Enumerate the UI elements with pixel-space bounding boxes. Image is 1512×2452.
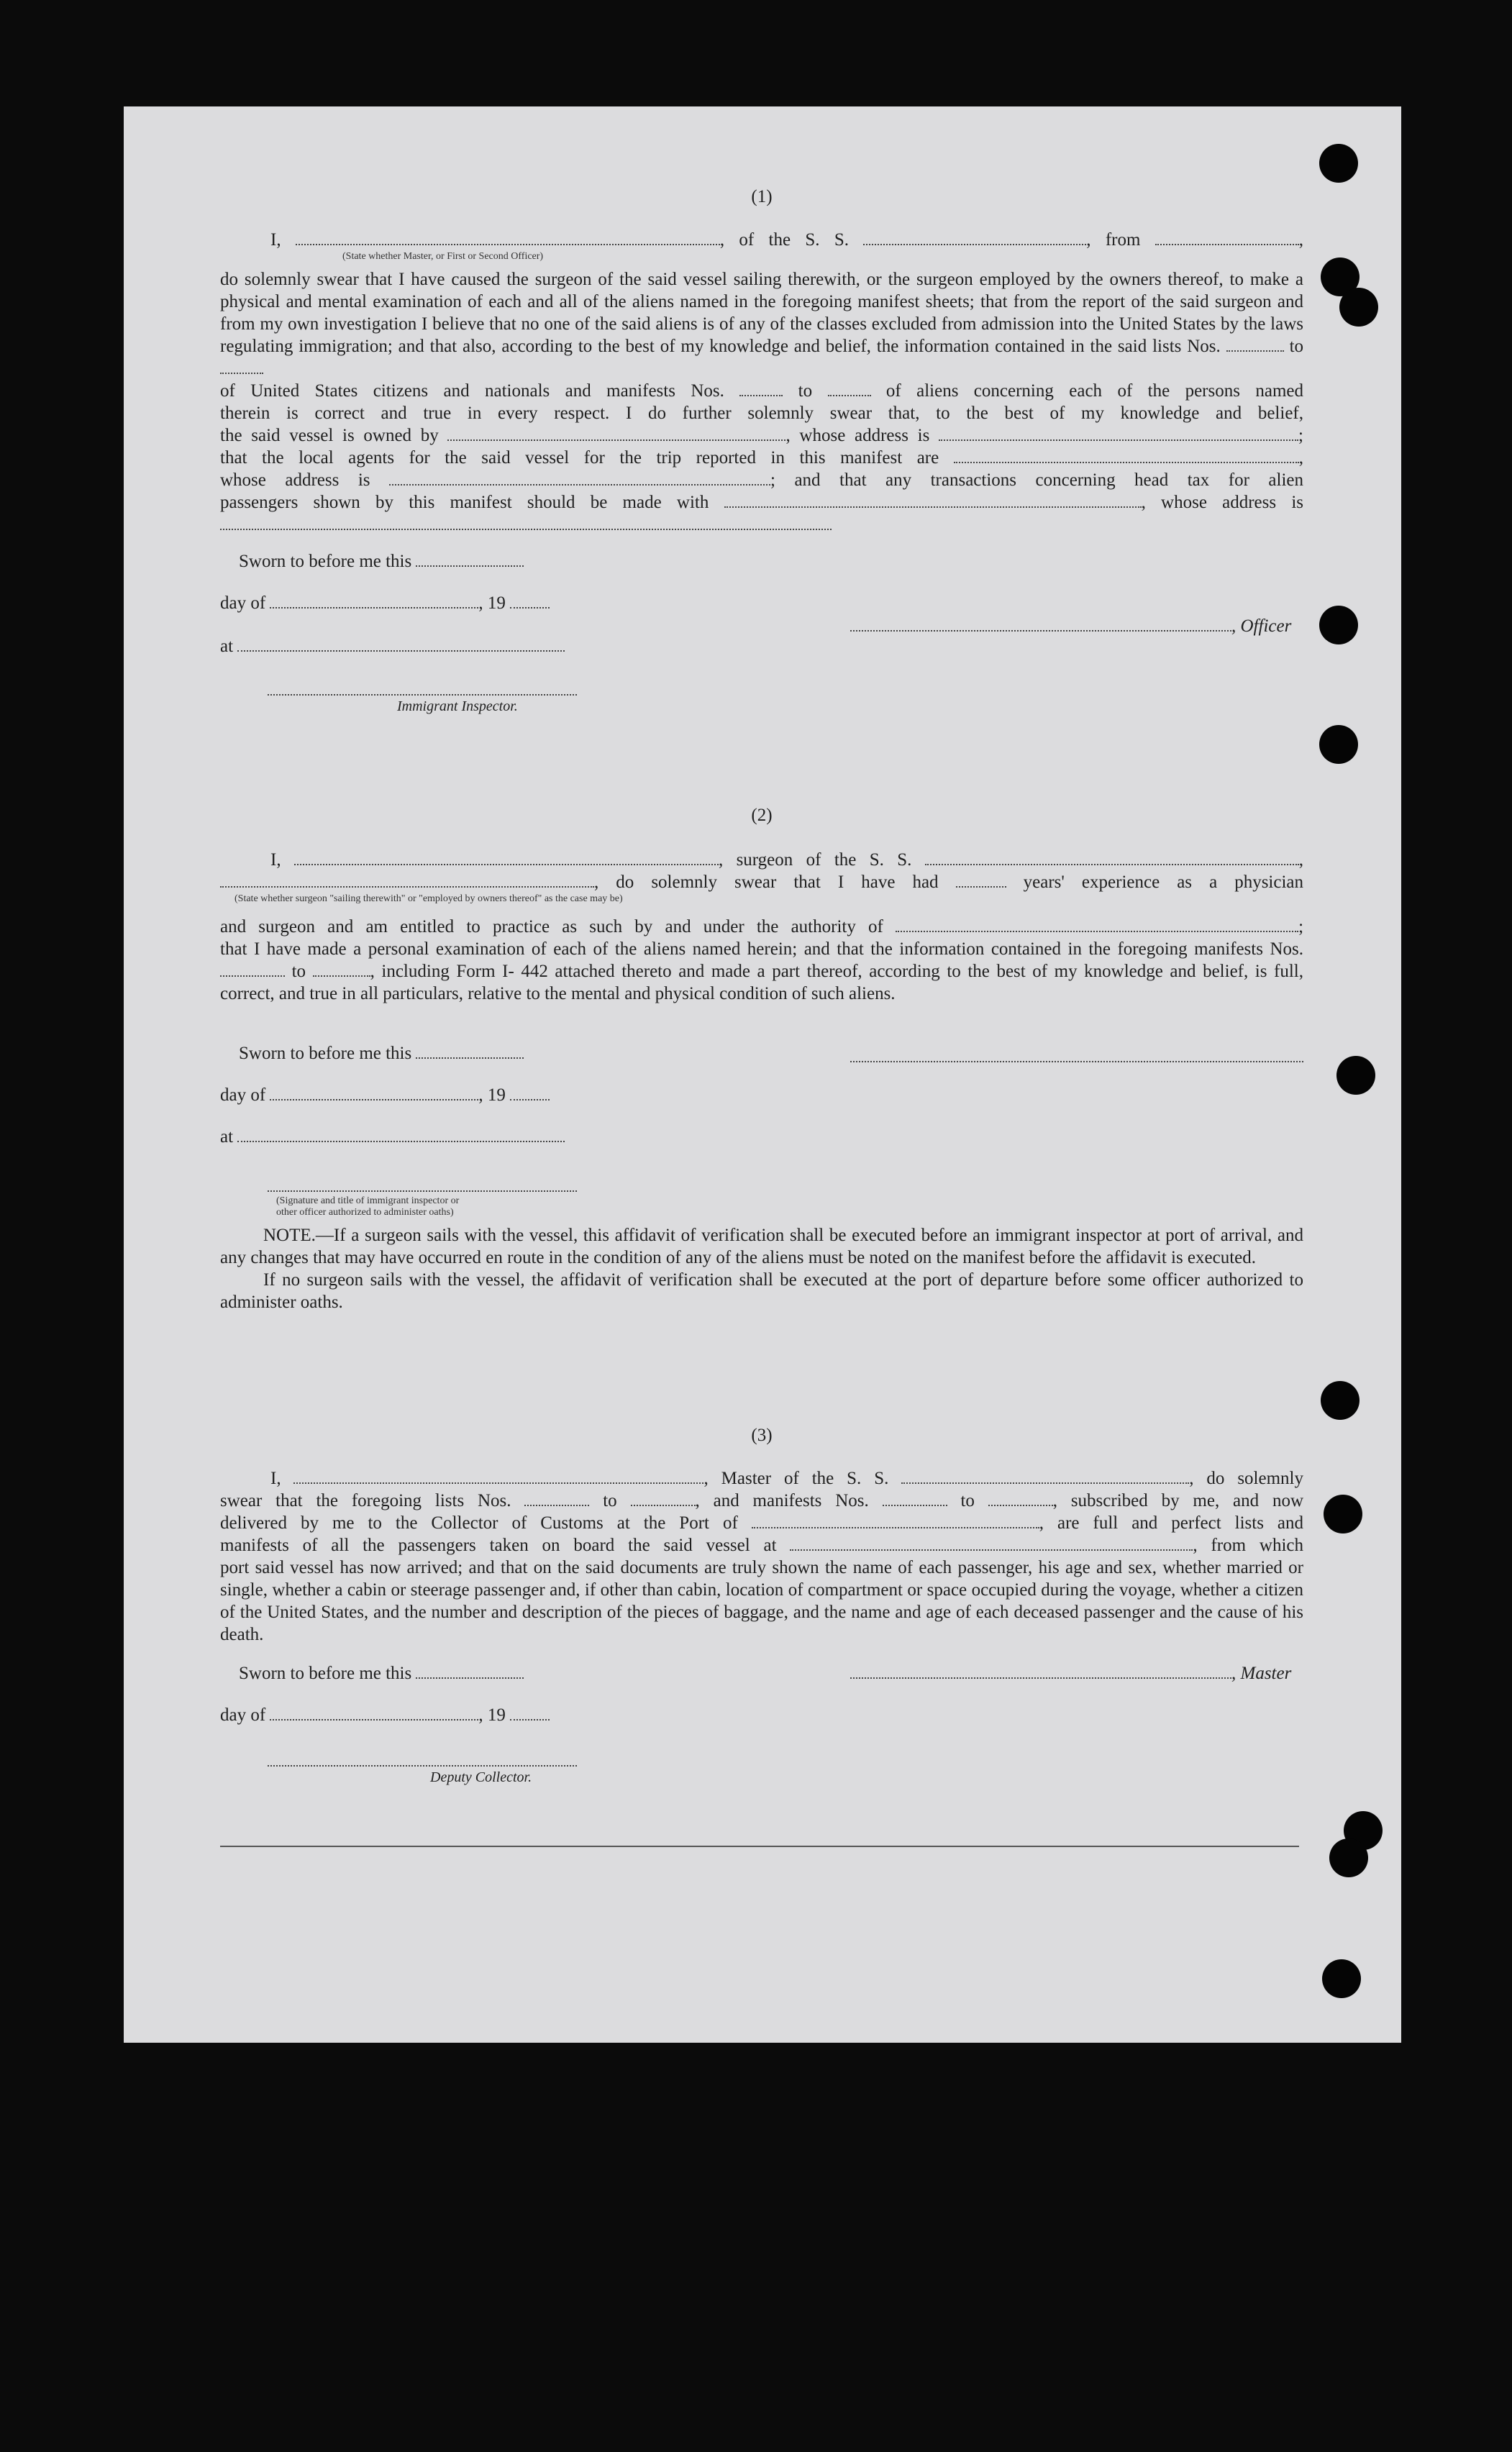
punch-hole bbox=[1329, 1838, 1368, 1877]
punch-hole bbox=[1319, 144, 1358, 183]
day-of-field[interactable] bbox=[270, 593, 478, 609]
section-3-body: I, , Master of the S. S. , do solemnly swear that the foregoing lists Nos. to , and manifests Nos. to , subscribed by me, and now delivered by me to the Collector of Customs at the Port of , are full and perfect lists and manifests of all the passengers taken on board the said vessel at , from which port said vessel has now arrived; and that on the said documents are truly shown the name of each passenger, his age and sex, whether married or single, whether a cabin or steerage passenger and, if other than cabin, location of compartment or space occupied during the voyage, whether a citizen of the United States, and the number and description of the pieces of baggage, and the name and age of each deceased passenger and the cause of his death. bbox=[220, 1469, 1304, 1644]
section-2-body: and surgeon and am entitled to practice as such by and under the authority of ; that I have made a personal examination of each of the aliens named herein; and that the information contained in the foregoing manifests Nos. to , including Form I- 442 attached thereto and made a part thereof, according to the best of my knowledge and belief, is full, correct, and true in all particulars, relative to the mental and physical condition of such aliens. bbox=[220, 917, 1304, 1003]
punch-hole bbox=[1322, 1959, 1361, 1998]
section-3-day-row: day of , 19 bbox=[220, 1705, 550, 1726]
master-name-field-3[interactable] bbox=[293, 1468, 703, 1484]
section-3 bbox=[220, 1426, 1303, 1446]
surgeon-status-note: (State whether surgeon "sailing therewith" or "employed by owners thereof" as the case may be) bbox=[234, 893, 623, 904]
master-signature-row: , Master bbox=[850, 1663, 1291, 1685]
address-continuation-line[interactable] bbox=[220, 527, 832, 530]
officer-note: (State whether Master, or First or Second Officer) bbox=[342, 251, 544, 262]
section-1-body: do solemnly swear that I have caused the surgeon of the said vessel sailing therewith, or the surgeon employed by the owners thereof, to make a physical and mental examination of each and all of the aliens named in the foregoing manifest sheets; that from the report of the said surgeon and from my own investigation I believe that no one of the said aliens is of any of the classes excluded from admission into the United States by the laws regulating immigration; and that also, according to the best of my knowledge and belief, the information contained in the said lists Nos. to of United States citizens and nationals and manifests Nos. to of aliens concerning each of the persons named therein is correct and true in every respect. I do further solemnly swear that, to the best of my knowledge and belief, the said vessel is owned by , whose address is ; that the local agents for the said vessel for the trip reported in this manifest are , whose address is ; and that any transactions concerning head tax for alien passengers shown by this manifest should be made with , whose address is bbox=[220, 270, 1304, 512]
sworn-date-field[interactable] bbox=[416, 551, 524, 567]
administering-officer-signature-line[interactable] bbox=[268, 1189, 577, 1192]
punch-hole bbox=[1336, 1056, 1375, 1095]
master-name-field[interactable] bbox=[296, 229, 720, 245]
punch-hole bbox=[1339, 288, 1378, 327]
deputy-collector-signature-line[interactable] bbox=[268, 1764, 577, 1767]
correct-line: therein is correct and true in every respect. I do further solemnly swear that, to the best of my knowledge and belief, bbox=[220, 404, 1303, 423]
note-block: NOTE.—If a surgeon sails with the vessel, this affidavit of verification shall be executed before an immigrant inspector at port of arrival, and any changes that may have occurred en route in the condition of any of the aliens must be noted on the manifest before the affidavit is executed. If no surgeon sails with the vessel, the affidavit of verification shall be executed at the port of departure before some officer authorized to administer oaths. bbox=[220, 1226, 1303, 1312]
head-tax-agent-field[interactable] bbox=[724, 492, 1142, 508]
lists-to-field[interactable] bbox=[220, 358, 263, 374]
document-page bbox=[124, 106, 1401, 2043]
collector-port-field[interactable] bbox=[752, 1513, 1039, 1528]
boarding-port-field[interactable] bbox=[790, 1535, 1193, 1551]
port-from-field[interactable] bbox=[1155, 229, 1299, 245]
section-1-day-row: day of , 19 bbox=[220, 593, 550, 614]
authority-field[interactable] bbox=[896, 916, 1298, 932]
master-day-of-field[interactable] bbox=[270, 1705, 478, 1720]
administering-officer-caption: (Signature and title of immigrant inspector or other officer authorized to administer oaths) bbox=[276, 1195, 460, 1218]
from-label: , from bbox=[1086, 230, 1141, 250]
section-2-first-lines: I, , surgeon of the S. S. , , do solemnly swear that I have had years' experience as a physician (State whether surgeon "sailing therewith" or "employed by owners thereof" as the case may be) bbox=[220, 849, 1303, 905]
master-signature-field[interactable] bbox=[850, 1663, 1231, 1679]
manifests-to-field[interactable] bbox=[828, 380, 871, 396]
oath-text: do solemnly swear that I have caused the surgeon of the said vessel sailing therewith, or the surgeon employed by the owners thereof, to make a physical and mental examination of each and all of the aliens named in the foregoing manifest sheets; that from the report of the said surgeon and from my own investigation I believe that no one of the said aliens is of any of the classes excluded from admission into the United States by the laws regulating immigration; and that also, according to the best of my knowledge and belief, the information contained in the said lists Nos. bbox=[220, 270, 1303, 356]
punch-hole bbox=[1321, 1381, 1360, 1420]
section-2-number: (2) bbox=[751, 806, 773, 825]
bottom-rule bbox=[220, 1846, 1299, 1847]
section-1-first-line: I, , of the S. S. , from , (State whether Master, or First or Second Officer) bbox=[270, 230, 1303, 262]
inspector-caption: Immigrant Inspector. bbox=[397, 698, 518, 714]
master-manifests-to-field[interactable] bbox=[988, 1490, 1053, 1506]
section-3-number: (3) bbox=[751, 1426, 773, 1445]
section-3-sworn-row: Sworn to before me this bbox=[239, 1663, 524, 1685]
officer-signature-field[interactable] bbox=[850, 616, 1231, 632]
master-manifests-from-field[interactable] bbox=[883, 1490, 947, 1506]
punch-hole bbox=[1319, 606, 1358, 644]
vessel-name-field[interactable] bbox=[863, 229, 1086, 245]
surgeon-name-field[interactable] bbox=[294, 849, 719, 865]
manifests-from-field[interactable] bbox=[739, 380, 783, 396]
surgeon-signature-line[interactable] bbox=[850, 1059, 1303, 1062]
note-label: NOTE. bbox=[263, 1226, 316, 1245]
lists-from-field[interactable] bbox=[1226, 336, 1284, 352]
surgeon-day-of-field[interactable] bbox=[270, 1085, 478, 1100]
master-sworn-date-field[interactable] bbox=[416, 1663, 524, 1679]
owner-field[interactable] bbox=[447, 425, 785, 441]
section-2-at-row: at bbox=[220, 1126, 565, 1148]
punch-hole bbox=[1324, 1495, 1362, 1533]
master-vessel-field[interactable] bbox=[901, 1468, 1189, 1484]
bleed-through-text bbox=[829, 516, 839, 536]
years-experience-field[interactable] bbox=[956, 872, 1006, 888]
surgeon-vessel-field[interactable] bbox=[925, 849, 1299, 865]
punch-hole bbox=[1319, 725, 1358, 764]
deputy-collector-caption: Deputy Collector. bbox=[430, 1769, 532, 1785]
master-oath-text: port said vessel has now arrived; and that on the said documents are truly shown the name of each passenger, his age and sex, whether married or single, whether a cabin or steerage passenger and, if other than cabin, location of compartment or space occupied during the voyage, whether a citizen of the United States, and the number and description of the pieces of baggage, and the name and age of each deceased passenger and the cause of his death. bbox=[220, 1558, 1303, 1644]
section-2-sworn-row: Sworn to before me this bbox=[239, 1043, 524, 1065]
agents-address-field[interactable] bbox=[389, 470, 770, 486]
surgeon-manifests-to-field[interactable] bbox=[313, 961, 370, 977]
surgeon-at-place-field[interactable] bbox=[237, 1126, 565, 1142]
inspector-signature-line[interactable] bbox=[268, 693, 577, 696]
surgeon-year-field[interactable] bbox=[510, 1085, 550, 1100]
owner-address-field[interactable] bbox=[939, 425, 1298, 441]
master-year-field[interactable] bbox=[510, 1705, 550, 1720]
agents-field[interactable] bbox=[954, 447, 1299, 463]
note-text-2: If no surgeon sails with the vessel, the affidavit of verification shall be executed at the port of departure before some officer authorized to administer oaths. bbox=[220, 1270, 1303, 1312]
master-lists-to-field[interactable] bbox=[631, 1490, 696, 1506]
surgeon-status-field[interactable] bbox=[220, 872, 594, 888]
section-1 bbox=[220, 187, 1303, 207]
master-lists-from-field[interactable] bbox=[524, 1490, 589, 1506]
year-field[interactable] bbox=[510, 593, 550, 609]
surgeon-sworn-date-field[interactable] bbox=[416, 1043, 524, 1059]
section-1-sworn-row: Sworn to before me this bbox=[239, 551, 524, 573]
surgeon-manifests-from-field[interactable] bbox=[220, 961, 285, 977]
officer-signature-row: , Officer bbox=[850, 616, 1291, 637]
at-place-field[interactable] bbox=[237, 636, 565, 652]
section-1-number: (1) bbox=[751, 187, 773, 206]
section-2 bbox=[220, 806, 1303, 826]
pronoun-i: I, bbox=[270, 230, 281, 250]
section-2-day-row: day of , 19 bbox=[220, 1085, 550, 1106]
ss-label: , of the S. S. bbox=[719, 230, 849, 250]
section-1-at-row: at bbox=[220, 636, 565, 657]
